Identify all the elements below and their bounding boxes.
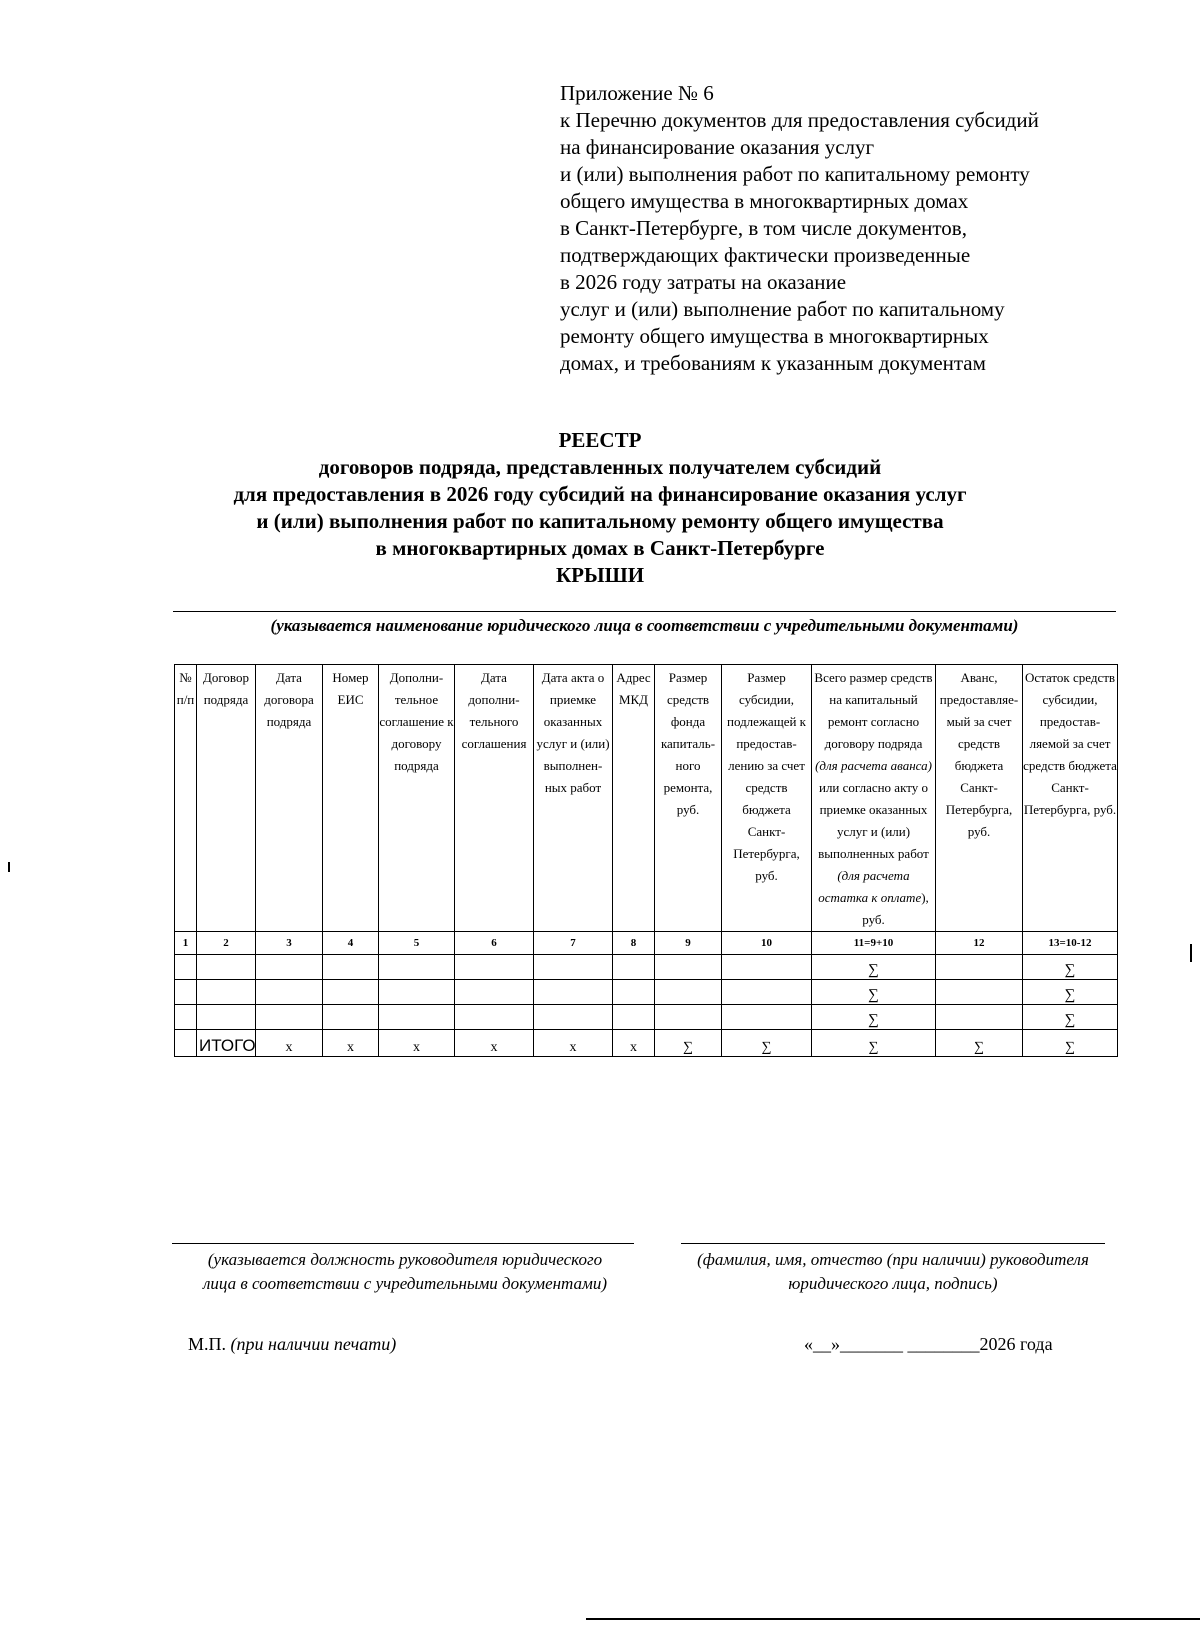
position-caption: (указывается должность руководителя юридического лица в соответствии с учредительными документами) [202, 1250, 608, 1293]
name-caption: (фамилия, имя, отчество (при наличии) руководителя юридического лица, подпись) [697, 1250, 1089, 1293]
table-cell[interactable] [722, 980, 812, 1005]
table-cell[interactable] [323, 955, 379, 980]
column-number-row [175, 932, 1118, 955]
table-cell[interactable] [936, 980, 1023, 1005]
header-contract-date: Дата договора подряда [256, 665, 323, 932]
table-cell[interactable] [175, 1005, 197, 1030]
column-number: 2 [197, 932, 256, 955]
table-cell[interactable] [323, 980, 379, 1005]
column-number: 3 [256, 932, 323, 955]
header-remainder: Остаток средств субсидии, предостав-ляемой за счет средств бюджета Санкт-Петербурга, руб. [1023, 665, 1118, 932]
header-total-text-d: (для расчета остатка к оплате [818, 868, 922, 905]
table-cell [175, 1030, 197, 1057]
total-label: ИТОГО [197, 1030, 256, 1057]
name-signature-line[interactable] [681, 1243, 1105, 1244]
table-cell[interactable] [534, 955, 613, 980]
appendix-line: в Санкт-Петербурге, в том числе документов, [560, 216, 967, 240]
header-total-text-a: Всего размер средств на капитальный ремонт согласно договору подряда [814, 670, 933, 751]
sum-cell: ∑ [812, 980, 936, 1005]
sum-cell: ∑ [812, 1030, 936, 1057]
scan-artifact [1190, 944, 1192, 962]
table-row [175, 955, 1118, 980]
seal-note: (при наличии печати) [230, 1334, 397, 1354]
table-cell[interactable] [722, 1005, 812, 1030]
title-heading: РЕЕСТР [558, 428, 642, 452]
table-cell[interactable] [613, 980, 655, 1005]
header-advance: Аванс, предоставляе-мый за счет средств бюджета Санкт-Петербурга, руб. [936, 665, 1023, 932]
cross-cell: х [256, 1030, 323, 1057]
table-cell[interactable] [175, 955, 197, 980]
header-acceptance-act-date: Дата акта о приемке оказанных услуг и (или) выполнен-ных работ [534, 665, 613, 932]
table-cell[interactable] [379, 955, 455, 980]
title-subject: КРЫШИ [555, 563, 645, 587]
seal-label: М.П. [188, 1334, 227, 1354]
cross-cell: х [534, 1030, 613, 1057]
cross-cell: х [455, 1030, 534, 1057]
sum-cell: ∑ [1023, 1005, 1118, 1030]
cross-cell: х [323, 1030, 379, 1057]
appendix-line: общего имущества в многоквартирных домах [560, 189, 969, 213]
table-cell[interactable] [197, 955, 256, 980]
column-number: 9 [655, 932, 722, 955]
table-cell[interactable] [455, 980, 534, 1005]
sum-cell: ∑ [1023, 955, 1118, 980]
column-number: 12 [936, 932, 1023, 955]
appendix-line: и (или) выполнения работ по капитальному ремонту [560, 162, 1030, 186]
sum-cell: ∑ [1023, 980, 1118, 1005]
title-line: в многоквартирных домах в Санкт-Петербурге [375, 536, 825, 560]
table-cell[interactable] [936, 955, 1023, 980]
table-cell[interactable] [455, 955, 534, 980]
header-contract: Договор подряда [197, 665, 256, 932]
table-cell[interactable] [256, 1005, 323, 1030]
table-cell[interactable] [455, 1005, 534, 1030]
column-number: 7 [534, 932, 613, 955]
header-total-amount [812, 665, 936, 932]
table-cell[interactable] [655, 980, 722, 1005]
header-agreement-date: Дата дополни-тельного соглашения [455, 665, 534, 932]
table-cell[interactable] [256, 955, 323, 980]
table-cell[interactable] [379, 1005, 455, 1030]
seal-placeholder [188, 1334, 396, 1355]
header-supplementary-agreement: Дополни-тельное соглашение к договору подряда [379, 665, 455, 932]
table-cell[interactable] [197, 980, 256, 1005]
table-cell[interactable] [936, 1005, 1023, 1030]
table-row [175, 1005, 1118, 1030]
appendix-header [560, 80, 1120, 377]
appendix-line: Приложение № 6 [560, 81, 714, 105]
header-row-number: № п/п [175, 665, 197, 932]
sum-cell: ∑ [812, 1005, 936, 1030]
table-cell[interactable] [534, 980, 613, 1005]
column-number: 10 [722, 932, 812, 955]
appendix-line: домах, и требованиям к указанным документам [560, 351, 986, 375]
sum-cell: ∑ [936, 1030, 1023, 1057]
table-cell[interactable] [655, 955, 722, 980]
document-title [150, 427, 1050, 589]
column-number: 6 [455, 932, 534, 955]
appendix-line: к Перечню документов для предоставления субсидий [560, 108, 1039, 132]
table-cell[interactable] [197, 1005, 256, 1030]
header-building-address: Адрес МКД [613, 665, 655, 932]
table-cell[interactable] [613, 1005, 655, 1030]
header-total-text-c: или согласно акту о приемке оказанных услуг и (или) выполненных работ [818, 780, 929, 861]
organization-name-line[interactable] [173, 611, 1116, 612]
appendix-line: подтверждающих фактически произведенные [560, 243, 971, 267]
position-signature-line[interactable] [172, 1243, 634, 1244]
column-number: 11=9+10 [812, 932, 936, 955]
title-line: договоров подряда, представленных получателем субсидий [318, 455, 882, 479]
header-subsidy-amount: Размер субсидии, подлежащей к предостав-лению за счет средств бюджета Санкт-Петербурга, руб. [722, 665, 812, 932]
table-header-row [175, 665, 1118, 932]
table-cell[interactable] [534, 1005, 613, 1030]
header-eis-number: Номер ЕИС [323, 665, 379, 932]
column-number: 4 [323, 932, 379, 955]
scan-artifact [8, 862, 10, 872]
table-cell[interactable] [256, 980, 323, 1005]
table-cell[interactable] [323, 1005, 379, 1030]
column-number: 13=10-12 [1023, 932, 1118, 955]
column-number: 1 [175, 932, 197, 955]
header-total-text-b: (для расчета аванса) [815, 758, 932, 773]
table-cell[interactable] [175, 980, 197, 1005]
table-cell[interactable] [655, 1005, 722, 1030]
sum-cell: ∑ [722, 1030, 812, 1057]
header-total-text-e: ), руб. [862, 890, 929, 927]
sum-cell: ∑ [655, 1030, 722, 1057]
column-number: 5 [379, 932, 455, 955]
appendix-line: ремонту общего имущества в многоквартирных [560, 324, 989, 348]
contracts-registry-table [174, 664, 1118, 1057]
column-number: 8 [613, 932, 655, 955]
sum-cell: ∑ [1023, 1030, 1118, 1057]
title-line: и (или) выполнения работ по капитальному ремонту общего имущества [256, 509, 944, 533]
organization-caption: (указывается наименование юридического лица в соответствии с учредительными документами) [270, 616, 1019, 635]
cross-cell: х [379, 1030, 455, 1057]
table-row [175, 980, 1118, 1005]
table-cell[interactable] [722, 955, 812, 980]
appendix-line: на финансирование оказания услуг [560, 135, 875, 159]
appendix-line: в 2026 году затраты на оказание [560, 270, 847, 294]
title-line: для предоставления в 2026 году субсидий на финансирование оказания услуг [233, 482, 967, 506]
total-row [175, 1030, 1118, 1057]
appendix-line: услуг и (или) выполнение работ по капитальному [560, 297, 1005, 321]
sum-cell: ∑ [812, 955, 936, 980]
table-cell[interactable] [379, 980, 455, 1005]
header-fund-amount: Размер средств фонда капиталь-ного ремонта, руб. [655, 665, 722, 932]
cross-cell: х [613, 1030, 655, 1057]
date-field[interactable]: «__»_______ ________2026 года [804, 1334, 1053, 1354]
scan-artifact [586, 1618, 1200, 1620]
table-cell[interactable] [613, 955, 655, 980]
